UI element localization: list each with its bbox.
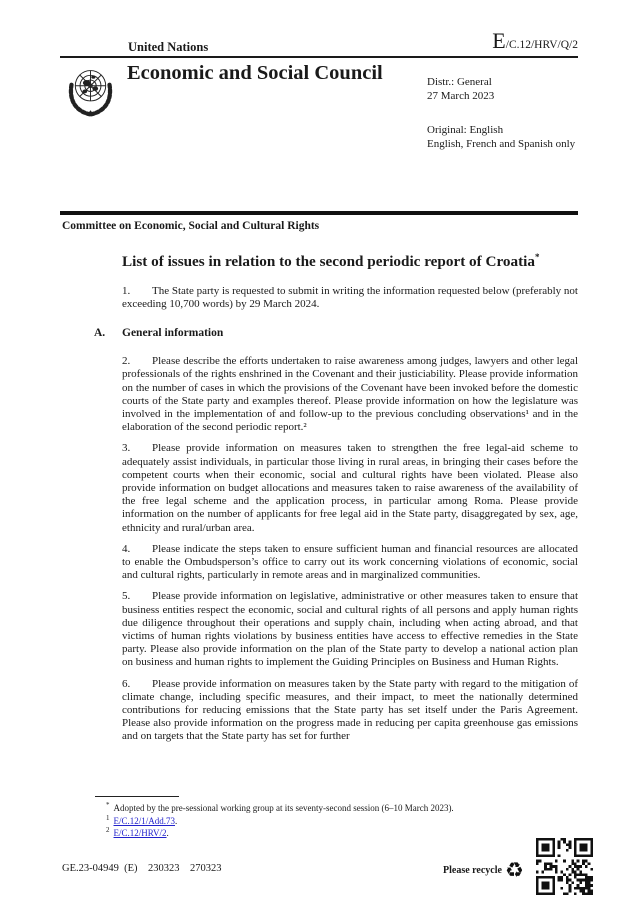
please-recycle-label: Please recycle	[443, 864, 502, 876]
footnote-marker: 2	[106, 826, 110, 834]
footnote-suffix: .	[175, 815, 178, 826]
council-title: Economic and Social Council	[127, 62, 383, 84]
recycle-notice	[443, 858, 524, 882]
section-label: A.	[94, 326, 106, 339]
paragraph-text: Please indicate the steps taken to ensure sufficient human and financial resources are allocated to enable the Ombudsperson’s office to carry out its work concerning violations of economic, social and cultural rights, particularly in remote areas and in marginalized communities.	[122, 542, 578, 582]
paragraph-text: Please provide information on measures taken to strengthen the free legal-aid scheme to adequately assist individuals, in particular those living in rural areas, in bringing their cases before the competent courts when their economic, social and cultural rights have been violated. Please also provide information on budget allocations and measures taken to raise awareness of the availability of the free legal scheme and the application process, in particular among Roma. Please provide information on the number of applicants for free legal aid in the State party, disaggregated by sex, age, ethnicity and rural/urban area.	[122, 442, 578, 534]
paragraph-number: 3.	[122, 442, 131, 455]
paragraph-3	[122, 442, 578, 534]
paragraph-6	[122, 678, 578, 744]
paragraph-number: 5.	[122, 590, 131, 603]
footnotes	[94, 796, 564, 840]
doc-symbol-rest: /C.12/HRV/Q/2	[505, 39, 578, 51]
paragraph-number: 6.	[122, 677, 131, 690]
footnote-separator	[95, 796, 179, 797]
footnote-link-2[interactable]: E/C.12/HRV/2	[113, 828, 167, 838]
distr-line: Distr.: General	[427, 76, 492, 88]
languages-line: English, French and Spanish only	[427, 137, 576, 150]
footnote-text: Adopted by the pre-sessional working group at its seventy-second session (6–10 March 2023).	[113, 803, 454, 813]
footnote-1	[106, 815, 564, 828]
paragraph-2	[122, 355, 578, 434]
doc-title-text: List of issues in relation to the second periodic report of Croatia	[122, 253, 535, 270]
ge-reference: GE.23-04949 (E) 230323 270323	[62, 863, 222, 874]
section-heading-text: General information	[122, 326, 224, 339]
recycle-icon: ♻	[504, 858, 524, 882]
footnote-marker: 1	[106, 813, 110, 822]
paragraph-number: 1.	[122, 284, 131, 297]
doc-symbol	[492, 30, 578, 53]
un-emblem-icon	[62, 62, 119, 119]
committee-name: Committee on Economic, Social and Cultural Rights	[62, 220, 320, 232]
paragraph-number: 2.	[122, 355, 131, 368]
original-line: Original: English	[427, 124, 504, 136]
section-heading-general-information	[94, 326, 578, 340]
document-meta	[427, 76, 575, 151]
footnote-suffix: .	[166, 828, 169, 838]
doc-title	[122, 253, 578, 272]
separator-bar	[60, 211, 578, 215]
title-footnote-marker: *	[535, 251, 540, 262]
org-name: United Nations	[128, 40, 209, 54]
footnote-2	[106, 827, 564, 840]
paragraph-text: The State party is requested to submit in writing the information requested below (preferably not exceeding 10,700 words) by 29 March 2024.	[122, 284, 578, 310]
header-rule	[60, 56, 578, 58]
paragraph-text: Please describe the efforts undertaken to raise awareness among judges, lawyers and other legal professionals of the rights enshrined in the Covenant and their justiciability. Please provide information on the number of cases in which the provisions of the Covenant have been invoked before the domestic courts of the State party and examples thereof. Please provide information on how the legislature was involved in the implementation of and follow-up to the previous concluding observations¹ and in the elaboration of the second periodic report.²	[122, 355, 578, 434]
date-line: 27 March 2023	[427, 89, 495, 102]
footnote-star	[106, 802, 564, 815]
footnote-link-1[interactable]: E/C.12/1/Add.73	[113, 815, 176, 826]
doc-symbol-prefix: E	[492, 28, 506, 53]
intro-paragraph	[122, 285, 578, 311]
footnote-marker: *	[106, 801, 110, 809]
paragraph-5	[122, 590, 578, 669]
paragraph-4	[122, 543, 578, 583]
paragraph-number: 4.	[122, 542, 131, 555]
paragraph-text: Please provide information on legislative, administrative or other measures taken to ensure that business entities respect the economic, social and cultural rights of all persons and apply human rights due diligence throughout their operations and supply chain, including when acting abroad, and that victims of human rights violations by business entities have access to effective remedies in the State party. Please also provide information on the plan of the State party to develop a national action plan on business and human rights to implement the Guiding Principles on Business and Human Rights.	[122, 590, 578, 669]
document-body	[94, 251, 578, 800]
qr-code	[536, 838, 593, 895]
paragraph-text: Please provide information on measures taken by the State party with regard to the mitigation of climate change, including specific measures, and their impact, to meet the nationally determined contributions for reducing emissions that the State party has set itself under the Paris Agreement. Please also provide information on the progress made in reducing per capita greenhouse gas emissions and on targets that the State party has set for further	[122, 677, 578, 743]
